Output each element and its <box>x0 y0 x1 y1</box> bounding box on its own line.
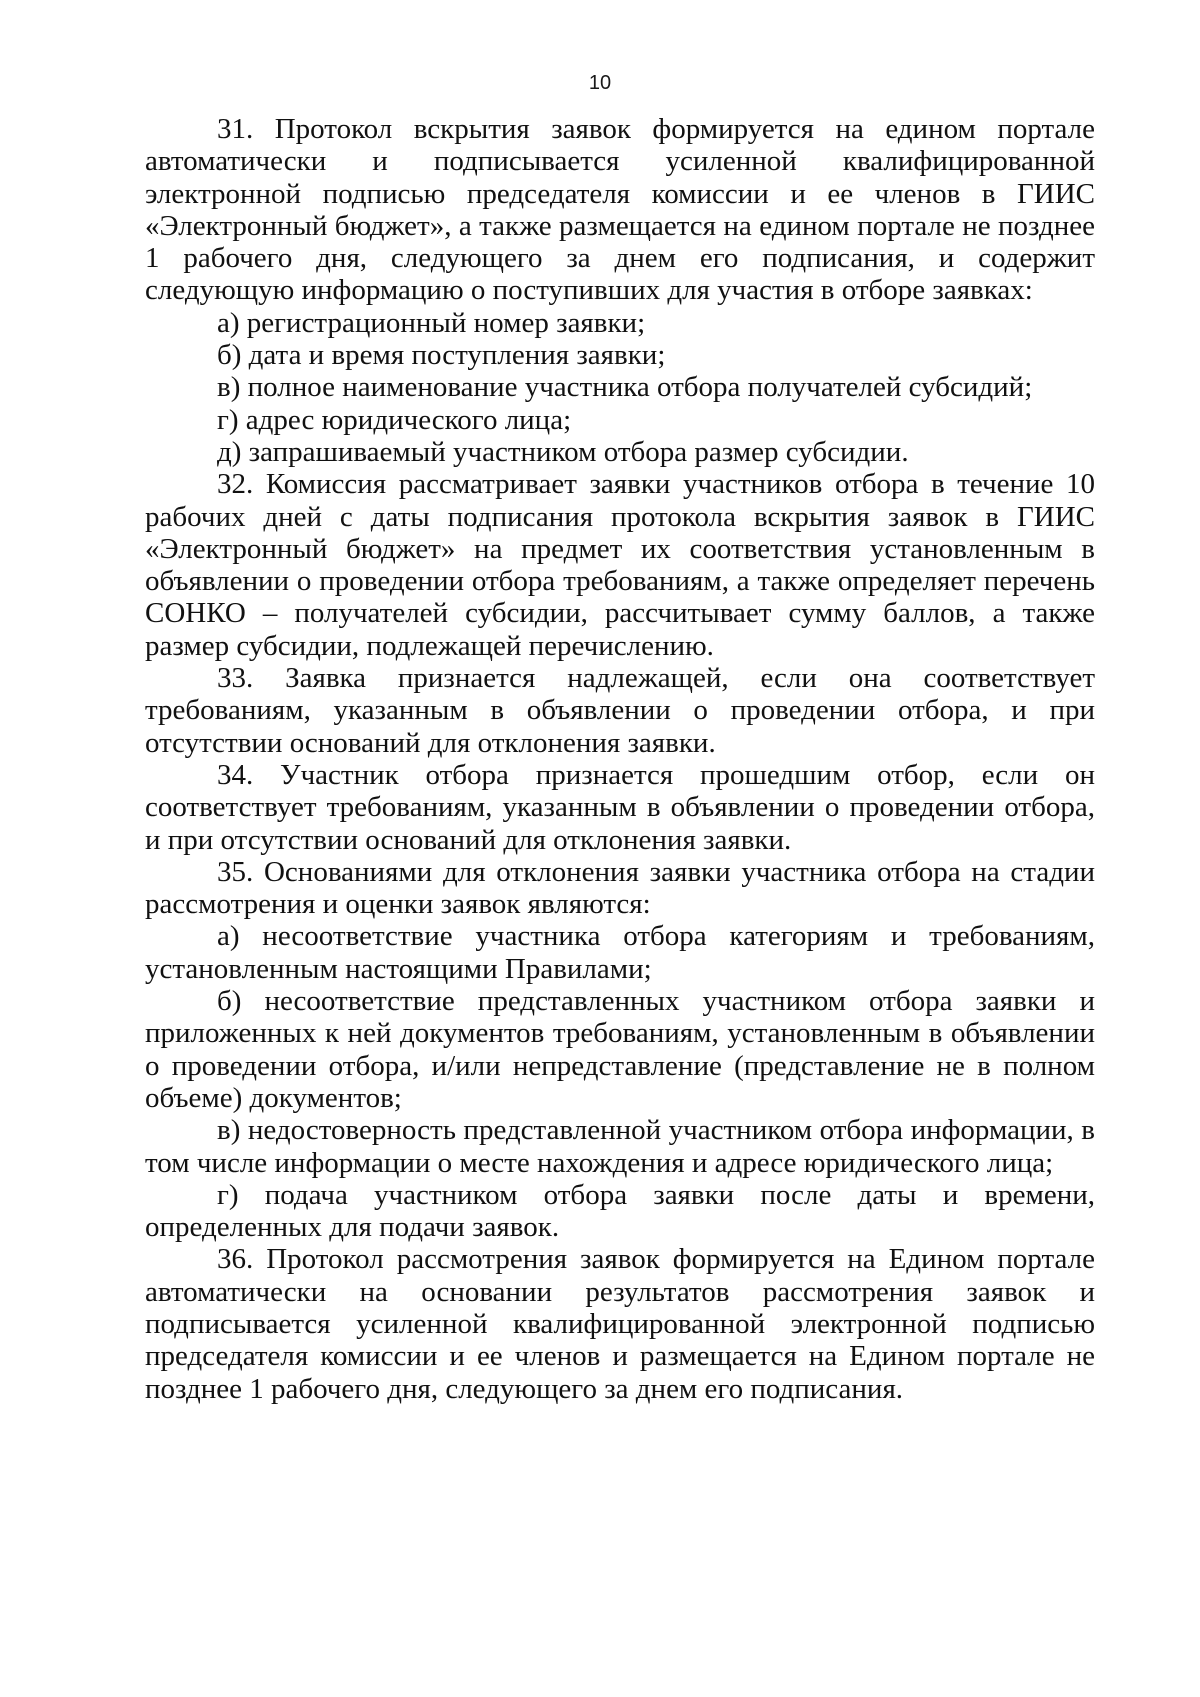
list-item-31g: г) адрес юридического лица; <box>217 403 572 436</box>
paragraph-35: 35. Основаниями для отклонения заявки участника отбора на стадии рассмотрения и оценки заявок являются: <box>145 855 1095 921</box>
paragraph-32: 32. Комиссия рассматривает заявки участников отбора в течение 10 рабочих дней с даты подписания протокола вскрытия заявок в ГИИС «Электронный бюджет» на предмет их соответствия установленным в объявлении о проведении отбора требованиям, а также определяет перечень СОНКО – получателей субсидии, рассчитывает сумму баллов, а также размер субсидии, подлежащей перечислению. <box>145 468 1095 662</box>
paragraph-31: 31. Протокол вскрытия заявок формируется на едином портале автоматически и подписывается усиленной квалифицированной электронной подписью председателя комиссии и ее членов в ГИИС «Электронный бюджет», а также размещается на едином портале не позднее 1 рабочего дня, следующего за днем его подписания, и содержит следующую информацию о поступивших для участия в отборе заявках: <box>145 113 1095 307</box>
list-item-31a: а) регистрационный номер заявки; <box>217 306 646 339</box>
paragraph-36: 36. Протокол рассмотрения заявок формируется на Едином портале автоматически на основании результатов рассмотрения заявок и подписывается усиленной квалифицированной электронной подписью председателя комиссии и ее членов и размещается на Едином портале не позднее 1 рабочего дня, следующего за днем его подписания. <box>145 1243 1095 1405</box>
list-item-35v: в) недостоверность представленной участником отбора информации, в том числе информации о месте нахождения и адресе юридического лица; <box>145 1114 1095 1179</box>
list-item-35a: а) несоответствие участника отбора категориям и требованиям, установленным настоящими Правилами; <box>145 920 1095 985</box>
list-item-31d: д) запрашиваемый участником отбора размер субсидии. <box>217 435 909 468</box>
list-item-31v: в) полное наименование участника отбора получателей субсидий; <box>217 371 1033 404</box>
list-item-31b: б) дата и время поступления заявки; <box>217 339 666 372</box>
document-body <box>145 113 1095 1405</box>
paragraph-33: 33. Заявка признается надлежащей, если она соответствует требованиям, указанным в объявлении о проведении отбора, и при отсутствии оснований для отклонения заявки. <box>145 662 1095 759</box>
paragraph-34: 34. Участник отбора признается прошедшим отбор, если он соответствует требованиям, указанным в объявлении о проведении отбора, и при отсутствии оснований для отклонения заявки. <box>145 758 1095 856</box>
list-item-35g: г) подача участником отбора заявки после даты и времени, определенных для подачи заявок. <box>145 1178 1095 1244</box>
list-item-35b: б) несоответствие представленных участником отбора заявки и приложенных к ней документов требованиям, установленным в объявлении о проведении отбора, и/или непредставление (представление не в полном объеме) документов; <box>145 985 1095 1114</box>
page-number: 10 <box>588 72 612 94</box>
